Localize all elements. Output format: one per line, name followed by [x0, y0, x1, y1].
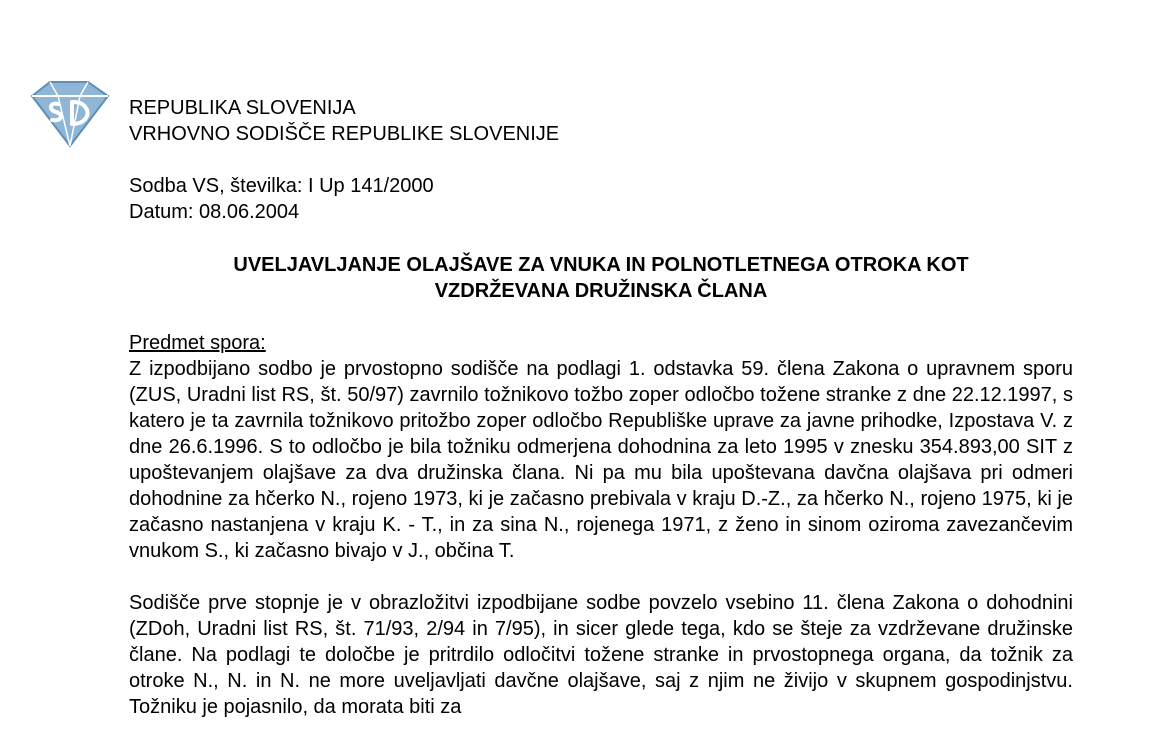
- case-meta: [129, 173, 434, 225]
- paragraph-1: Z izpodbijano sodbo je prvostopno sodišče na podlagi 1. odstavka 59. člena Zakona o upravnem sporu (ZUS, Uradni list RS, št. 50/97) zavrnilo tožnikovo tožbo zoper odločbo tožene stranke z dne 22.12.1997, s katero je ta zavrnila tožnikovo pritožbo zoper odločbo Republiške uprave za javne prihodke, Izpostava V. z dne 26.6.1996. S to odločbo je bila tožniku odmerjena dohodnina za leto 1995 v znesku 354.893,00 SIT z upoštevanjem olajšave za dva družinska člana. Ni pa mu bila upoštevana davčna olajšava pri odmeri dohodnine za hčerko N., rojeno 1973, ki je začasno prebivala v kraju D.-Z., za hčerko N., rojeno 1975, ki je začasno nastanjena v kraju K. - T., in za sina N., rojenega 1971, z ženo in sinom oziroma zavezančevim vnukom S., ki začasno bivajo v J., občina T.: [129, 358, 1073, 562]
- title-line-2: VZDRŽEVANA DRUŽINSKA ČLANA: [434, 280, 768, 302]
- header-country: REPUBLIKA SLOVENIJA: [129, 97, 356, 119]
- case-date: Datum: 08.06.2004: [129, 201, 300, 223]
- document-title: [129, 252, 1073, 304]
- court-emblem-icon: [28, 78, 110, 150]
- title-line-1: UVELJAVLJANJE OLAJŠAVE ZA VNUKA IN POLNOTLETNEGA OTROKA KOT: [233, 254, 969, 276]
- header-court: VRHOVNO SODIŠČE REPUBLIKE SLOVENIJE: [129, 123, 560, 145]
- document-body: [129, 330, 1073, 720]
- court-header: [129, 95, 559, 147]
- section-heading: Predmet spora:: [129, 332, 266, 354]
- case-number: Sodba VS, številka: I Up 141/2000: [129, 175, 434, 197]
- paragraph-2: Sodišče prve stopnje je v obrazložitvi izpodbijane sodbe povzelo vsebino 11. člena Zakona o dohodnini (ZDoh, Uradni list RS, št. 71/93, 2/94 in 7/95), in sicer glede tega, kdo se šteje za vzdrževane družinske člane. Na podlagi te določbe je pritrdilo odločitvi tožene stranke in prvostopnega organa, da tožnik za otroke N., N. in N. ne more uveljavljati davčne olajšave, saj z njim ne živijo v skupnem gospodinjstvu. Tožniku je pojasnilo, da morata biti za: [129, 592, 1073, 718]
